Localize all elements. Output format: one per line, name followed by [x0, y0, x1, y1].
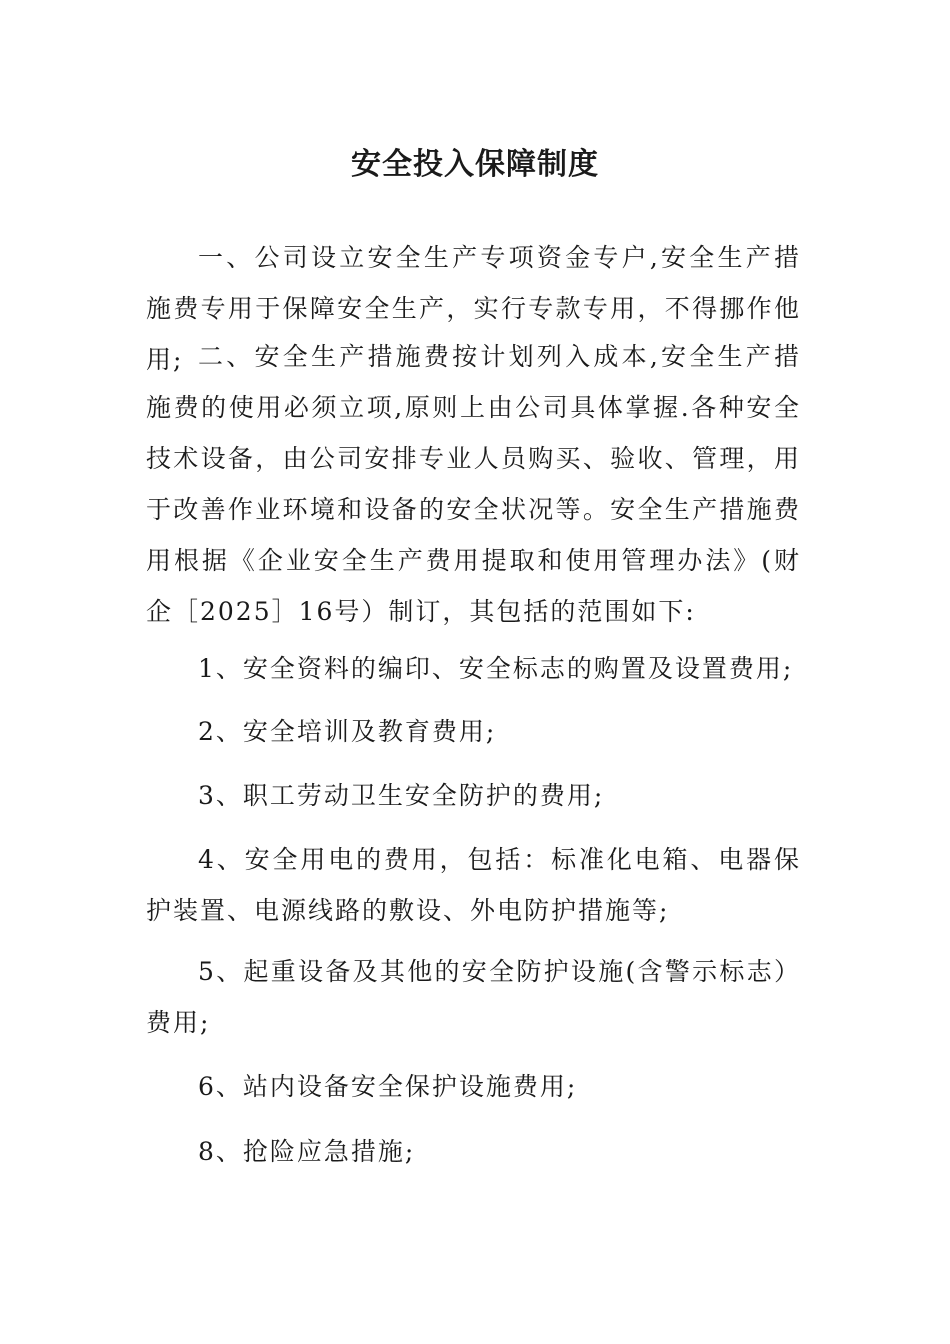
list-item: 1、安全资料的编印、安全标志的购置及设置费用; — [198, 654, 794, 683]
paragraph-1: 一、公司设立安全生产专项资金专户,安全生产措施费专用于保障安全生产，实行专款专用，不得挪作他用; — [146, 243, 801, 374]
list-item: 8、抢险应急措施; — [198, 1137, 416, 1166]
list-item: 3、职工劳动卫生安全防护的费用; — [198, 781, 605, 810]
list-item: 4、安全用电的费用，包括：标准化电箱、电器保护装置、电源线路的敷设、外电防护措施等; — [146, 845, 801, 925]
paragraph-2: 二、安全生产措施费按计划列入成本,安全生产措施费的使用必须立项,原则上由公司具体掌握.各种安全技术设备，由公司安排专业人员购买、验收、管理，用于改善作业环境和设备的安全状况等。安全生产措施费用根据《企业安全生产费用提取和使用管理办法》(财企［2025］16号）制订，其包括的范围如下: — [146, 342, 801, 626]
list-item: 5、起重设备及其他的安全防护设施(含警示标志）费用; — [146, 957, 801, 1037]
list-item: 2、安全培训及教育费用; — [198, 717, 497, 746]
list-item: 6、站内设备安全保护设施费用; — [198, 1072, 578, 1101]
document-title: 安全投入保障制度 — [351, 147, 599, 182]
